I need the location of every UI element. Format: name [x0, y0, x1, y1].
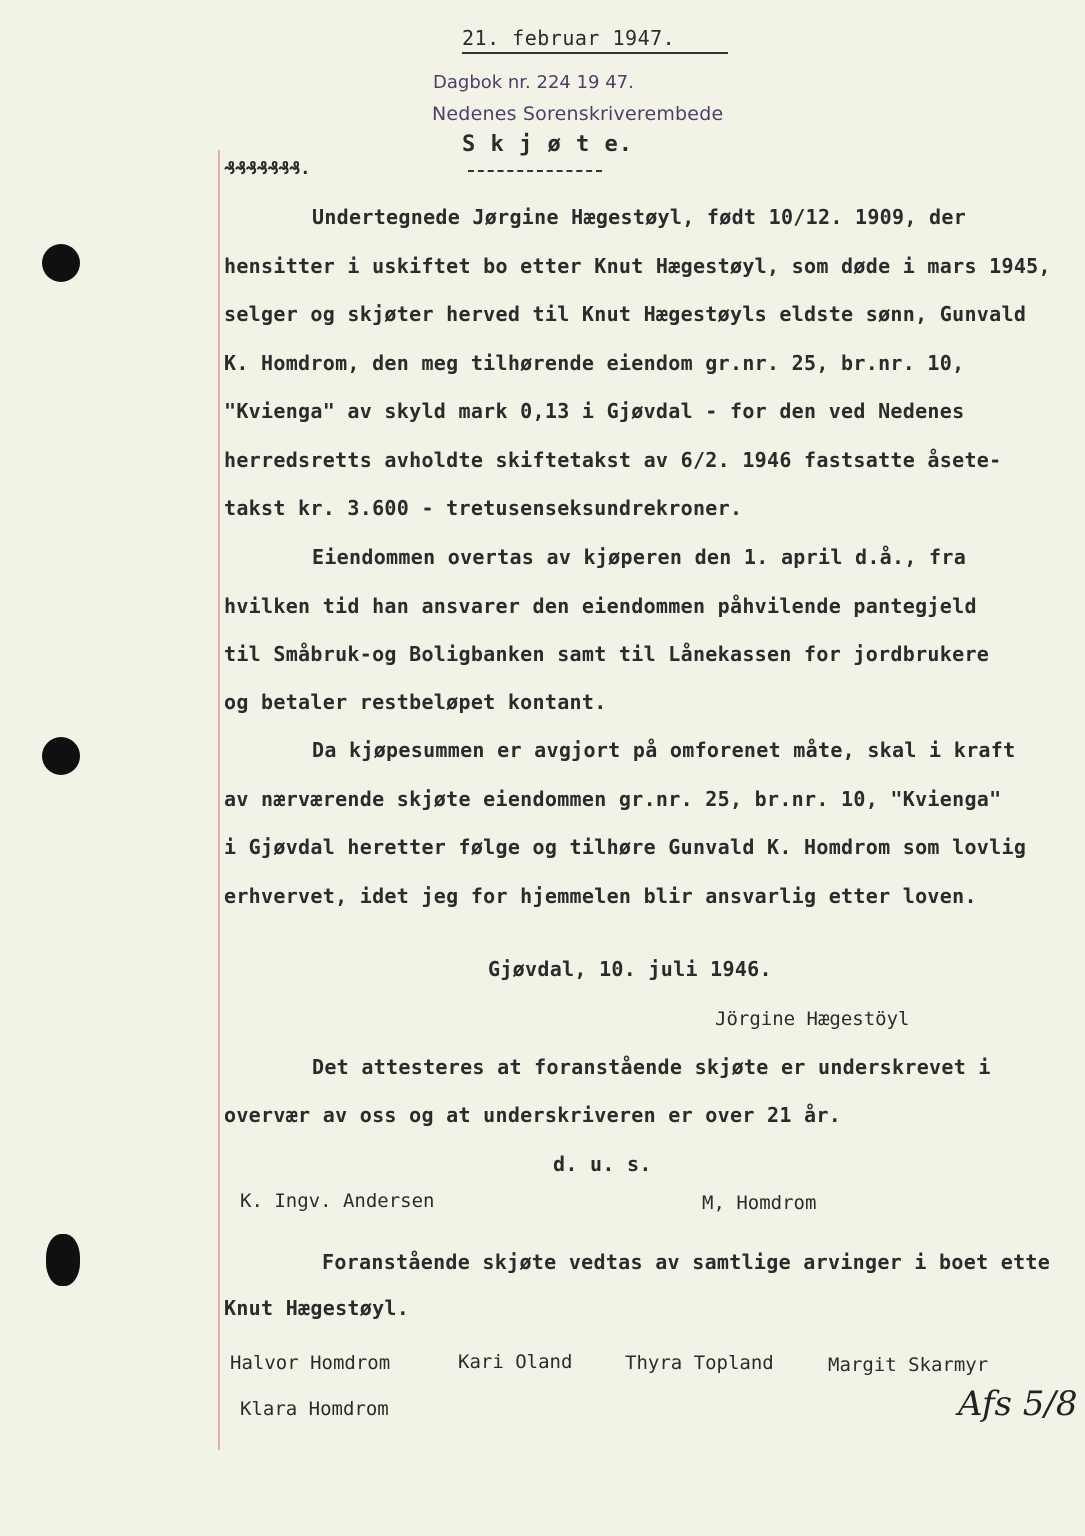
punch-hole: [42, 244, 80, 282]
title-underline: [468, 170, 602, 172]
body-line: Knut Hægestøyl.: [224, 1296, 410, 1320]
body-line: selger og skjøter herved til Knut Hægestøyls eldste sønn, Gunvald: [224, 302, 1027, 326]
body-line: herredsretts avholdte skiftetakst av 6/2. 1946 fastsatte åsete-: [224, 448, 1002, 472]
body-line: "Kvienga" av skyld mark 0,13 i Gjøvdal - for den ved Nedenes: [224, 399, 965, 423]
date-header: 21. februar 1947.: [462, 26, 728, 54]
body-line: av nærværende skjøte eiendommen gr.nr. 25, br.nr. 10, "Kvienga": [224, 787, 1002, 811]
heir-signature: Klara Homdrom: [240, 1398, 389, 1420]
place-date: Gjøvdal, 10. juli 1946.: [488, 957, 772, 981]
body-line: Eiendommen overtas av kjøperen den 1. april d.å., fra: [312, 545, 967, 569]
body-line: til Småbruk-og Boligbanken samt til Lånekassen for jordbrukere: [224, 642, 990, 666]
punch-hole: [46, 1234, 80, 1286]
document-title: S k j ø t e.: [462, 132, 633, 157]
body-line: og betaler restbeløpet kontant.: [224, 690, 607, 714]
struck-out-text: ₰₰₰₰₰₰₰.: [224, 158, 311, 179]
heir-signature: Margit Skarmyr: [828, 1354, 989, 1376]
body-line: hvilken tid han ansvarer den eiendommen påhvilende pantegjeld: [224, 594, 977, 618]
seller-signature: Jörgine Hægestöyl: [715, 1008, 910, 1030]
body-line: Foranstående skjøte vedtas av samtlige arvinger i boet ette: [322, 1250, 1051, 1274]
dagbok-stamp: Dagbok nr. 224 19 47.: [433, 72, 634, 93]
body-line: hensitter i uskiftet bo etter Knut Hægestøyl, som døde i mars 1945,: [224, 254, 1051, 278]
body-line: takst kr. 3.600 - tretusenseksundrekroner.: [224, 496, 743, 520]
heir-signature: Halvor Homdrom: [230, 1352, 391, 1374]
handwritten-initials: Afs 5/8: [958, 1384, 1078, 1424]
heir-signature: Kari Oland: [458, 1351, 573, 1373]
witness-signature: K. Ingv. Andersen: [240, 1190, 435, 1212]
witness-signature: M, Homdrom: [702, 1192, 817, 1214]
punch-hole: [42, 737, 80, 775]
body-line: K. Homdrom, den meg tilhørende eiendom gr.nr. 25, br.nr. 10,: [224, 351, 965, 375]
body-line: erhvervet, idet jeg for hjemmelen blir ansvarlig etter loven.: [224, 884, 977, 908]
body-line: Undertegnede Jørgine Hægestøyl, født 10/12. 1909, der: [312, 205, 967, 229]
heir-signature: Thyra Topland: [625, 1352, 774, 1374]
margin-line: [218, 150, 220, 1450]
body-line: overvær av oss og at underskriveren er over 21 år.: [224, 1103, 842, 1127]
body-line: Da kjøpesummen er avgjort på omforenet måte, skal i kraft: [312, 738, 1016, 762]
body-line: Det attesteres at foranstående skjøte er underskrevet i: [312, 1055, 991, 1079]
body-line: i Gjøvdal heretter følge og tilhøre Gunvald K. Homdrom som lovlig: [224, 835, 1027, 859]
dus-mark: d. u. s.: [553, 1152, 652, 1176]
office-stamp: Nedenes Sorenskriverembede: [432, 103, 724, 125]
